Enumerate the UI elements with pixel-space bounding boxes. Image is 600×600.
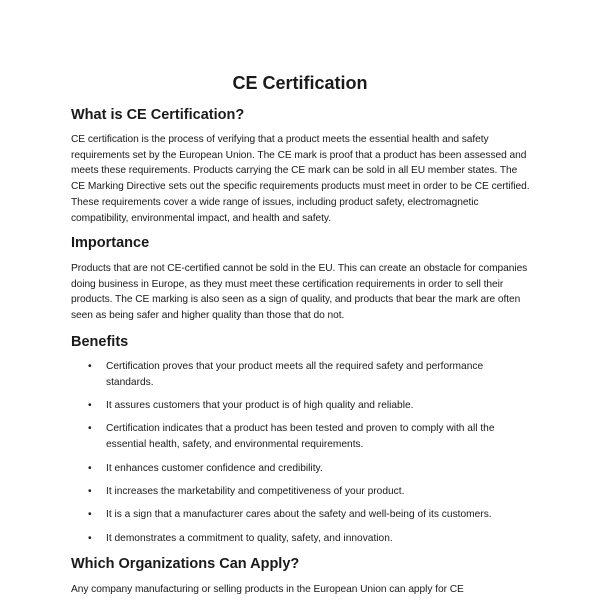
list-item-text: It is a sign that a manufacturer cares about the safety and well-being of its customers. <box>106 509 492 521</box>
section-body-who-can-apply: Any company manufacturing or selling products in the European Union can apply for CE <box>71 584 464 595</box>
list-item-text: It demonstrates a commitment to quality, safety, and innovation. <box>106 532 393 544</box>
section-body-importance: Products that are not CE-certified cannot be sold in the EU. This can create an obstacle for companies doing business in Europe, as they must meet these certification requirements in order to sell their products. The CE marking is also seen as a sign of quality, and products that bear the mark are often seen as being safer and higher quality than those that do not. <box>71 263 528 322</box>
bullet-icon: • <box>88 485 92 497</box>
bullet-icon: • <box>88 361 92 372</box>
benefits-list <box>71 359 541 554</box>
list-item <box>71 507 526 523</box>
list-item <box>71 461 526 477</box>
list-item <box>71 531 526 547</box>
list-item-text: Certification proves that your product meets all the required safety and performance standards. <box>106 361 484 388</box>
list-item-text: It assures customers that your product is of high quality and reliable. <box>106 400 414 412</box>
bullet-icon: • <box>88 509 92 521</box>
section-heading-importance: Importance <box>71 235 150 251</box>
section-heading-what-is: What is CE Certification? <box>71 107 245 123</box>
section-heading-benefits: Benefits <box>71 334 129 350</box>
bullet-icon: • <box>88 462 92 474</box>
bullet-icon: • <box>88 400 92 412</box>
bullet-icon: • <box>88 532 92 544</box>
list-item <box>71 359 526 390</box>
document-title: CE Certification <box>232 73 368 93</box>
list-item-text: It enhances customer confidence and credibility. <box>106 462 323 474</box>
section-body-what-is: CE certification is the process of verifying that a product meets the essential health and safety requirements set by the European Union. The CE mark is proof that a product has been assessed and meets these requirements. Products carrying the CE mark can be sold in all EU member states. The CE Marking Directive sets out the specific requirements products must meet in order to be CE certified. These requirements cover a wide range of issues, including product safety, electromagnetic compatibility, environmental impact, and health and safety. <box>71 134 530 224</box>
list-item <box>71 421 526 452</box>
section-heading-who-can-apply: Which Organizations Can Apply? <box>71 556 300 572</box>
list-item-text: Certification indicates that a product has been tested and proven to comply with all the essential health, safety, and environmental requirements. <box>106 423 495 451</box>
list-item <box>71 484 526 500</box>
list-item-text: It increases the marketability and competitiveness of your product. <box>106 485 405 497</box>
list-item <box>71 398 526 414</box>
bullet-icon: • <box>88 423 92 435</box>
